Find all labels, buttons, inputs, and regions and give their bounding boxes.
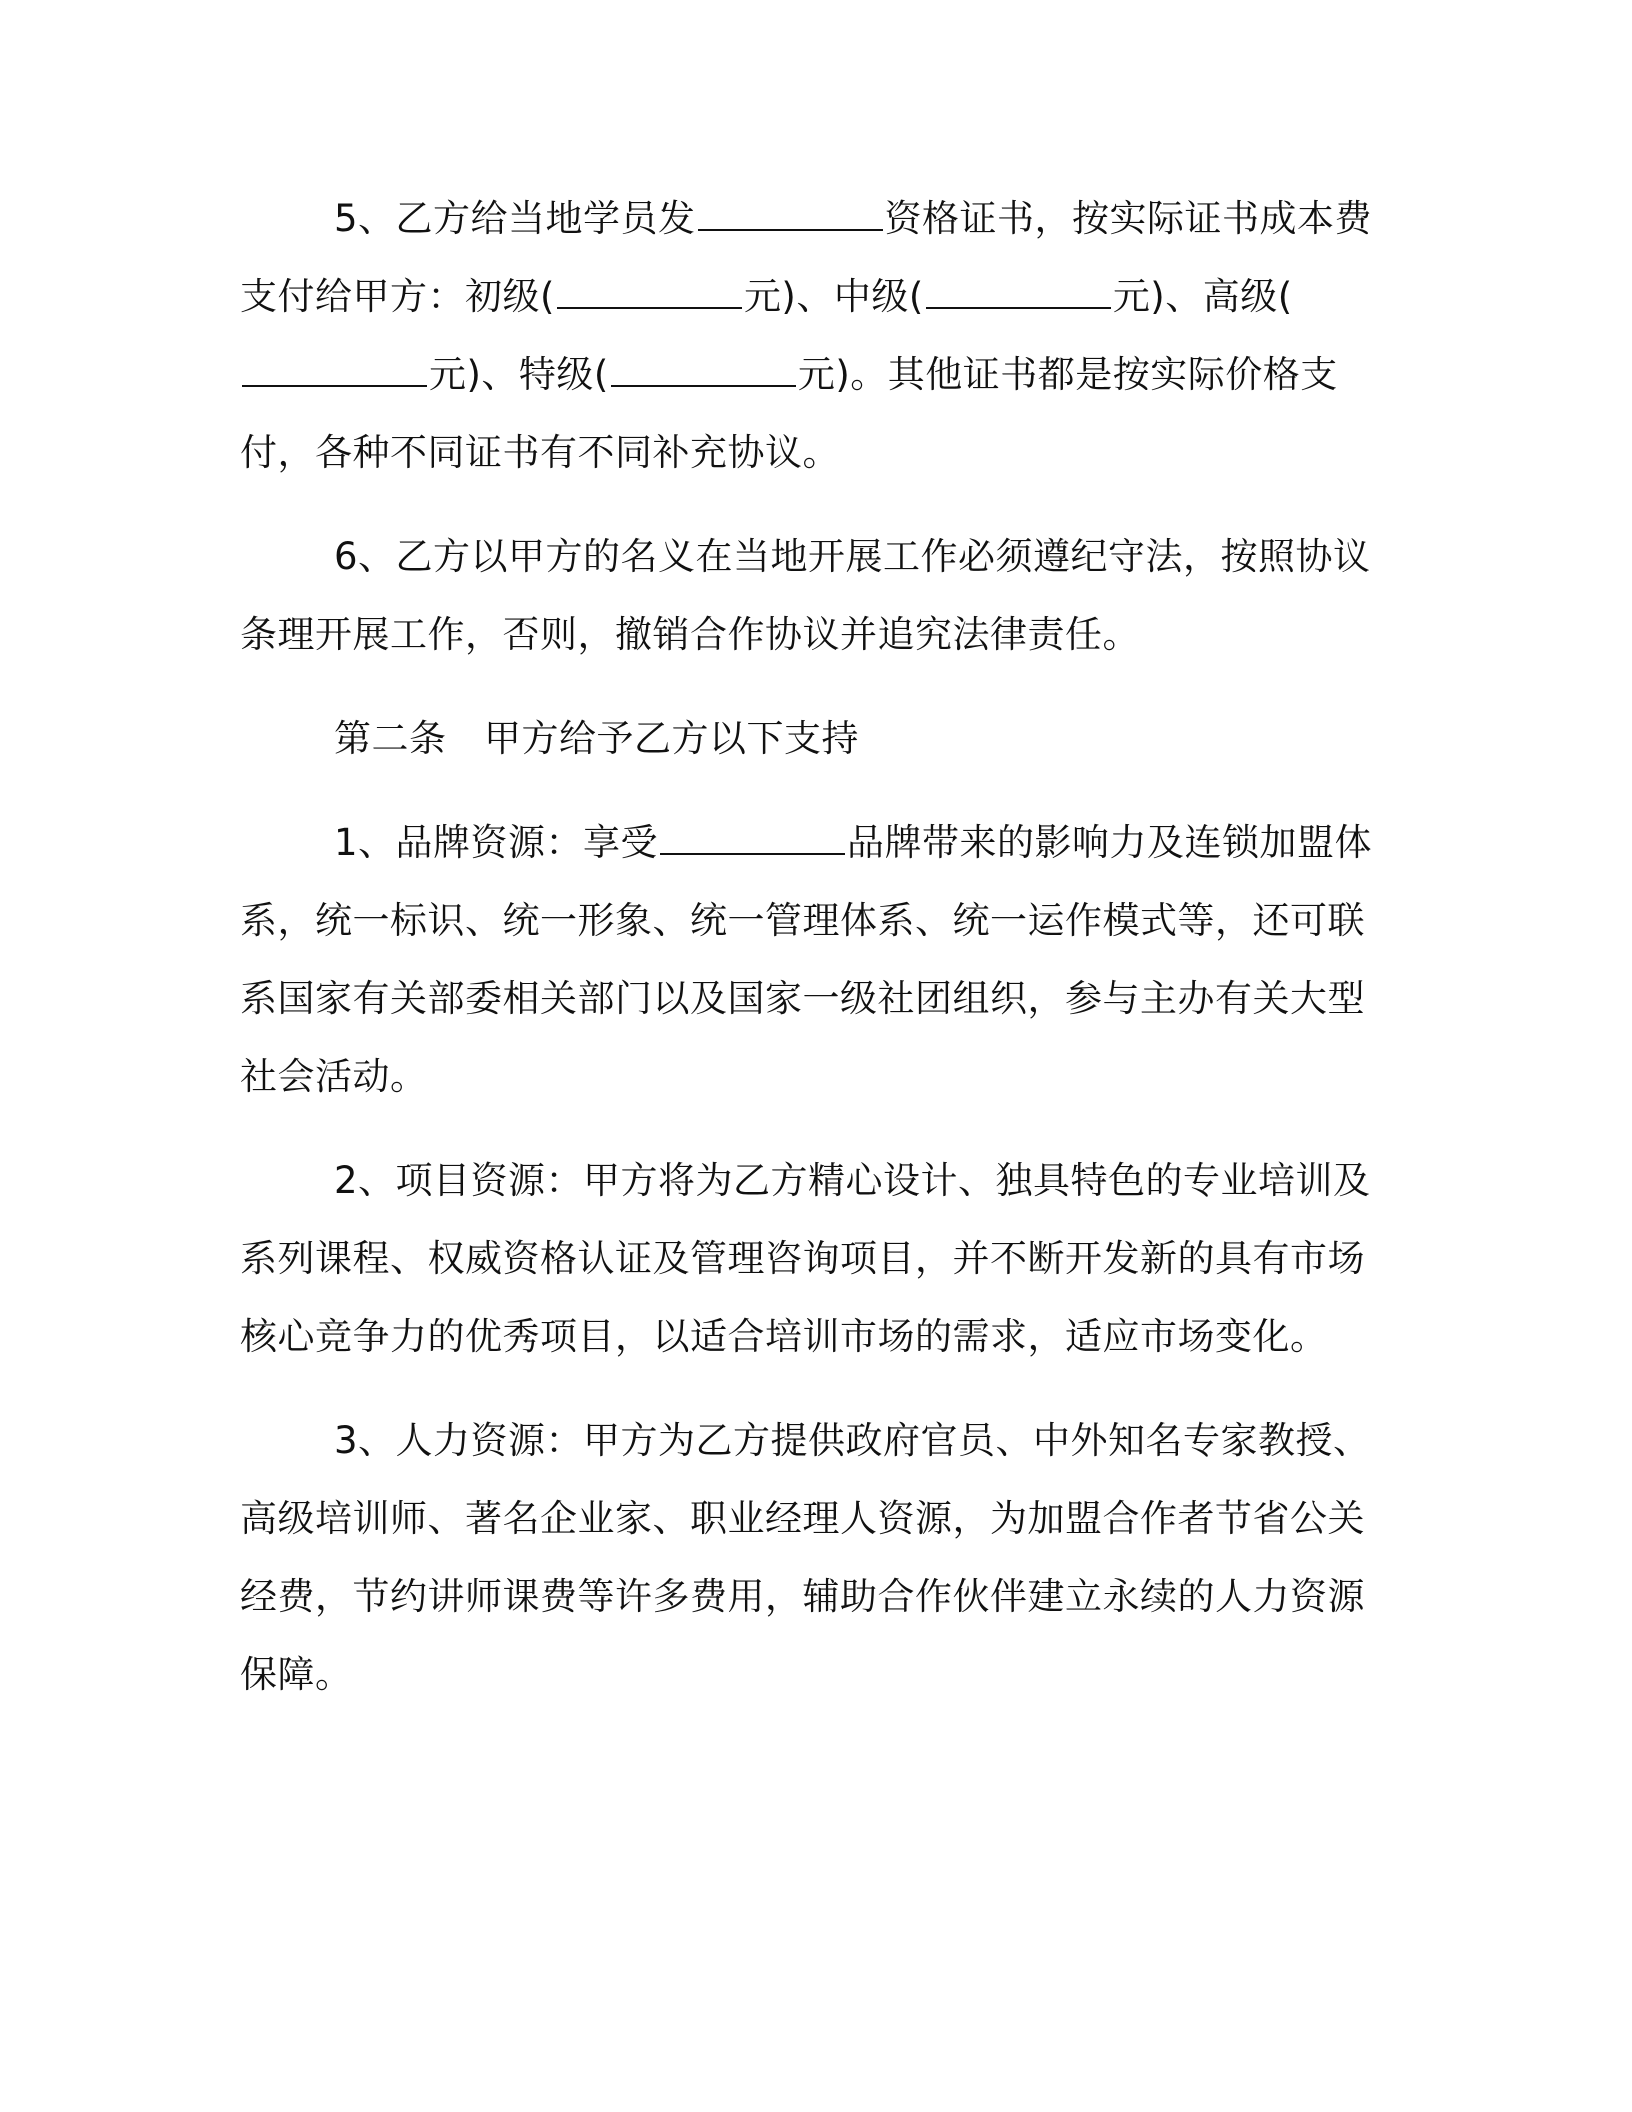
clause-5-text-f: 元)。其他证书都是按实际价格支付，各种不同证书有不同补充协议。 (240, 353, 1338, 474)
article-2-heading: 第二条 甲方给予乙方以下支持 (334, 717, 859, 760)
blank-intermediate-fee (926, 277, 1111, 309)
clause-5 (240, 180, 1400, 492)
clause-5-text-d: 元)、高级( (1112, 275, 1293, 318)
blank-brand-name (660, 823, 845, 855)
clause-5-text-c: 元)、中级( (743, 275, 924, 318)
clause-6: 6、乙方以甲方的名义在当地开展工作必须遵纪守法，按照协议条理开展工作，否则，撤销合作协议并追究法律责任。 (240, 535, 1371, 656)
document-body (240, 180, 1400, 1740)
support-1-brand (240, 804, 1400, 1116)
clause-5-text-e: 元)、特级( (429, 353, 609, 396)
support-1-text-a: 1、品牌资源：享受 (334, 821, 659, 864)
blank-certificate-type (698, 199, 883, 231)
support-1-text-b: 品牌带来的影响力及连锁加盟体系，统一标识、统一形象、统一管理体系、统一运作模式等，还可联系国家有关部委相关部门以及国家一级社团组织，参与主办有关大型社会活动。 (240, 821, 1373, 1098)
blank-primary-fee (557, 277, 742, 309)
clause-5-text-a: 5、乙方给当地学员发 (334, 197, 696, 240)
support-3-human: 3、人力资源：甲方为乙方提供政府官员、中外知名专家教授、高级培训师、著名企业家、职业经理人资源，为加盟合作者节省公关经费，节约讲师课费等许多费用，辅助合作伙伴建立永续的人力资源保障。 (240, 1419, 1371, 1696)
blank-senior-fee (242, 355, 427, 387)
blank-special-fee (611, 355, 796, 387)
support-2-project: 2、项目资源：甲方将为乙方精心设计、独具特色的专业培训及系列课程、权威资格认证及管理咨询项目，并不断开发新的具有市场核心竞争力的优秀项目，以适合培训市场的需求，适应市场变化。 (240, 1159, 1371, 1358)
clause-5-text-b: 资格证书，按实际证书成本费支付给甲方：初级( (240, 197, 1373, 318)
